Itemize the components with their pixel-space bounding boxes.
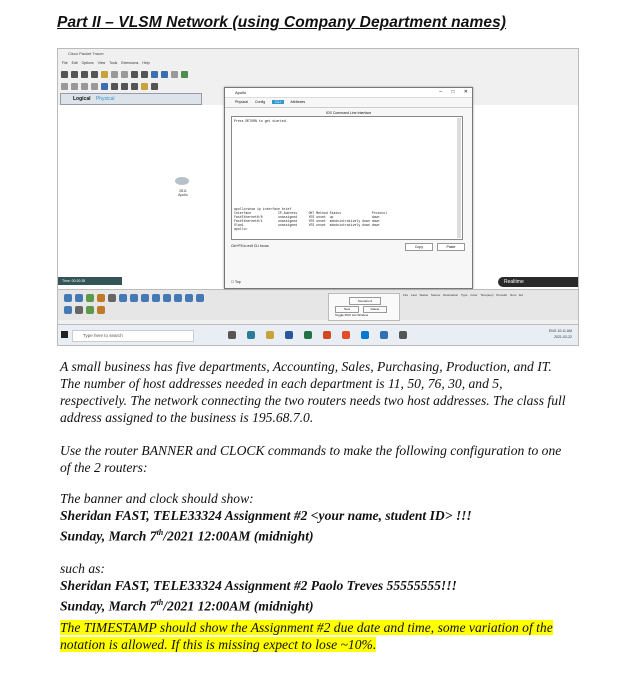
app-title: Cisco Packet Tracer	[68, 51, 104, 56]
tab-config: Config	[255, 100, 266, 104]
banner-block	[60, 490, 570, 545]
router-tabs	[225, 98, 472, 108]
tray-time: 10:11 AM	[557, 329, 572, 333]
tab-physical-config: Physical	[235, 100, 249, 104]
paragraph-instructions: Use the router BANNER and CLOCK commands to make the following configuration to one of the 2 routers:	[60, 443, 562, 475]
scenario-select: Scenario 0	[349, 297, 381, 305]
paste-button: Paste	[437, 243, 465, 251]
tray-lang: ENG	[548, 329, 557, 333]
word-icon	[285, 331, 293, 339]
draw-ellipse-icon	[131, 83, 138, 90]
custom-device-icon	[181, 71, 188, 78]
router-device-icon	[64, 294, 72, 302]
pdu-toggle: Toggle PDU List Window	[335, 313, 369, 317]
device-category-row	[64, 294, 204, 302]
pdu-complex-icon	[151, 83, 158, 90]
powerpoint-icon	[323, 331, 331, 339]
save-icon	[81, 71, 88, 78]
paste-icon	[121, 71, 128, 78]
pdu-simple-icon	[141, 83, 148, 90]
tab-logical: Logical	[73, 96, 91, 102]
pdu-columns: Fire Last Status Source Destination Type Color Time(sec) Periodic Num Ed	[403, 293, 523, 297]
router-pt-icon	[196, 294, 204, 302]
router-isr-icon	[174, 294, 182, 302]
inspect-icon	[71, 83, 78, 90]
device-subcategory-row	[64, 306, 105, 314]
tab-physical: Physical	[95, 96, 115, 102]
redo-icon	[141, 71, 148, 78]
example-block	[60, 560, 570, 615]
example-line-1: Sheridan FAST, TELE33324 Assignment #2 Paolo Treves 55555555!!!	[60, 578, 457, 593]
chrome-icon	[342, 331, 350, 339]
custom-device-icon	[86, 306, 94, 314]
delete-icon	[81, 83, 88, 90]
taskbar-search: Type here to search	[72, 330, 194, 342]
packet-tracer-screenshot	[57, 48, 579, 346]
task-view-icon	[228, 331, 236, 339]
logical-physical-bar	[60, 93, 202, 105]
scenario-panel	[328, 293, 400, 321]
router-label: 2811 Apollo	[178, 189, 188, 197]
time-display: Time: 00:20:35	[58, 277, 122, 285]
explorer-icon	[266, 331, 274, 339]
new-scenario-button: New	[335, 306, 359, 313]
edit-toolbar	[61, 81, 158, 91]
window-controls: – □ ✕	[439, 89, 468, 95]
edge-icon	[247, 331, 255, 339]
terminal-scrollbar	[457, 118, 461, 238]
taskbar-apps	[228, 331, 407, 339]
router-generic-icon	[185, 294, 193, 302]
packet-tracer-icon	[380, 331, 388, 339]
router-window-title: Apollo – □ ✕	[225, 88, 472, 98]
app-icon	[399, 331, 407, 339]
router-2901-icon	[152, 294, 160, 302]
wireless-device-icon	[97, 294, 105, 302]
scenario-buttons	[335, 306, 387, 313]
zoom-out-icon	[161, 71, 168, 78]
draw-line-icon	[111, 83, 118, 90]
realtime-badge: Realtime	[498, 277, 579, 287]
delete-scenario-button: Delete	[363, 306, 387, 313]
router-2811-icon	[130, 294, 138, 302]
highlighted-note: The TIMESTAMP should show the Assignment #2 due date and time, some variation of the notation is allowed. If this is missing expect to lose ~10%.	[60, 620, 553, 652]
excel-icon	[304, 331, 312, 339]
print-icon	[91, 71, 98, 78]
new-file-icon	[61, 71, 68, 78]
timestamp-note	[60, 619, 560, 653]
palette-icon	[171, 71, 178, 78]
paragraph-departments: A small business has five departments, Accounting, Sales, Purchasing, Production, and IT. The number of host addresses needed in each department is 11, 50, 76, 30, and 5, respectively. The network connecting the two routers needs two host addresses. The class full address assigned to the business is 195.68.7.0.	[60, 359, 566, 425]
router-1941-icon	[141, 294, 149, 302]
router-icon	[175, 177, 189, 185]
hub-device-icon	[86, 294, 94, 302]
copy-button: Copy	[405, 243, 433, 251]
end-device-icon	[119, 294, 127, 302]
open-file-icon	[71, 71, 78, 78]
tray-date: 2021-02-22	[554, 335, 572, 339]
cli-terminal	[231, 116, 463, 240]
system-tray	[549, 328, 572, 340]
zoom-in-icon	[151, 71, 158, 78]
draw-rect-icon	[121, 83, 128, 90]
undo-icon	[131, 71, 138, 78]
page-heading: Part II – VLSM Network (using Company Department names)	[57, 14, 507, 31]
ios-cli-label: IOS Command Line Interface	[325, 111, 372, 115]
copy-icon	[111, 71, 118, 78]
windows-taskbar	[58, 324, 578, 346]
main-toolbar	[61, 69, 188, 79]
note-icon	[101, 83, 108, 90]
terminal-output: Press RETURN to get started. apollo>show ip interface brief Interface IP-Address OK? Method Status Protocol FastEthernet0/0 unassigned YES unset up down FastEthernet0/1 unassigned YES unset administratively down down Vlan1 unassigned YES unset administratively down down apollo>	[234, 119, 388, 231]
select-icon	[61, 83, 68, 90]
menu-bar: File Edit Options View Tools Extensions Help	[62, 61, 150, 65]
tab-cli: CLI	[272, 100, 283, 104]
exit-cli-hint: Ctrl+F6 to exit CLI focus	[231, 244, 269, 248]
connection-device-icon	[108, 294, 116, 302]
top-checkbox: ☐ Top	[231, 280, 241, 284]
tab-attributes: Attributes	[290, 100, 306, 104]
banner-line-1: Sheridan FAST, TELE33324 Assignment #2 <your name, student ID> !!!	[60, 508, 472, 523]
example-line-2: Sunday, March 7th/2021 12:00AM (midnight)	[60, 598, 314, 614]
multiuser-device-icon	[97, 306, 105, 314]
switch-device-icon	[75, 294, 83, 302]
wan-emu-device-icon	[75, 306, 83, 314]
banner-intro: The banner and clock should show:	[60, 491, 254, 506]
banner-line-2: Sunday, March 7th/2021 12:00AM (midnight)	[60, 528, 314, 544]
windows-start-icon	[61, 331, 68, 338]
wizard-icon	[101, 71, 108, 78]
security-device-icon	[64, 306, 72, 314]
router-2911-icon	[163, 294, 171, 302]
outlook-icon	[361, 331, 369, 339]
such-as-label: such as:	[60, 561, 105, 576]
resize-icon	[91, 83, 98, 90]
router-config-window	[224, 87, 473, 289]
